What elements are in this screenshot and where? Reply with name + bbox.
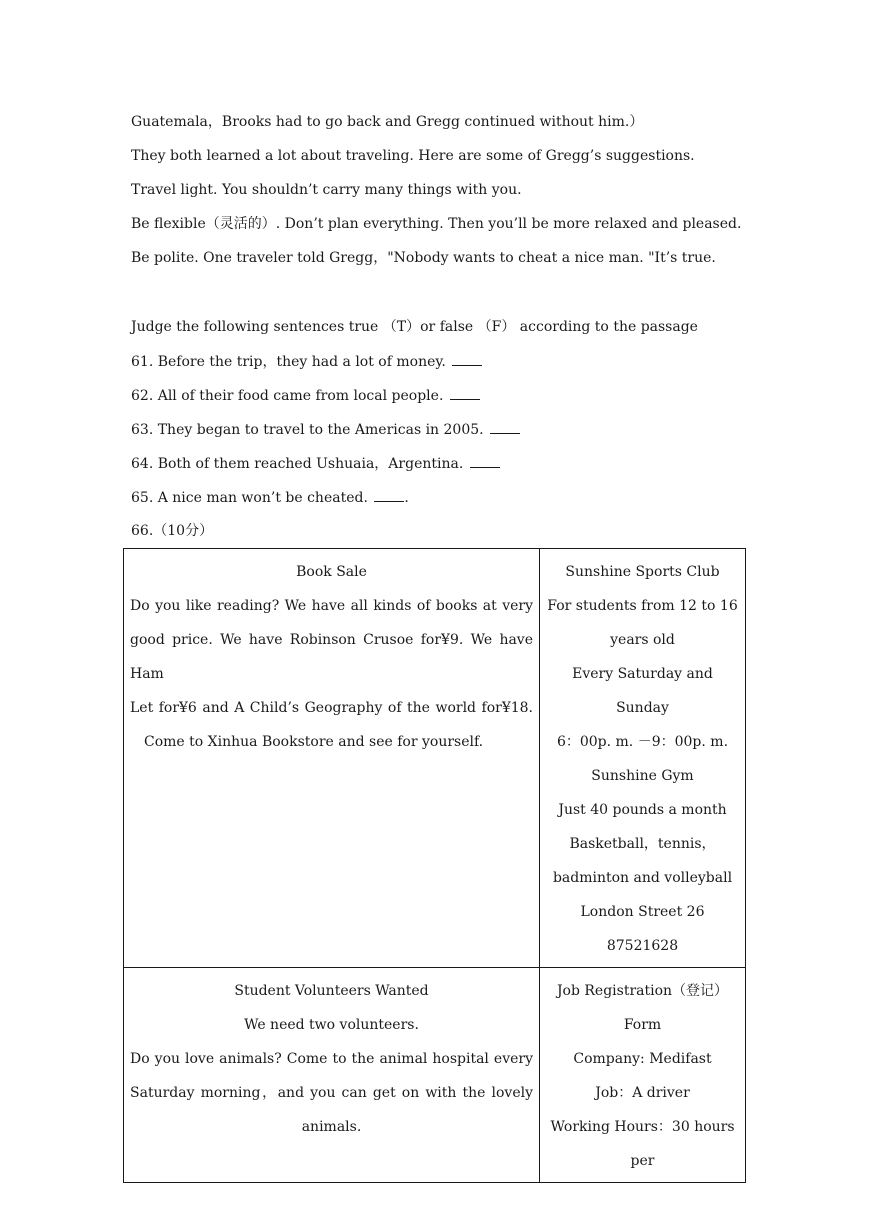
book-sale-line: Come to Xinhua Bookstore and see for yourself.	[144, 734, 484, 750]
job-form-title: Job Registration（登记）	[556, 983, 729, 999]
answer-blank[interactable]	[374, 487, 404, 502]
question-instruction: Judge the following sentences true （T）or false （F） according to the passage	[131, 319, 698, 335]
question-item	[131, 419, 520, 440]
job-form-line: Working Hours：30 hours per	[550, 1119, 735, 1169]
question-text: 61. Before the trip，they had a lot of money.	[131, 354, 446, 370]
question-item	[131, 385, 480, 406]
question-item	[131, 453, 500, 474]
answer-blank[interactable]	[470, 453, 500, 468]
volunteers-cell	[124, 968, 540, 1183]
sports-club-line: 6：00p. m. －9：00p. m.	[556, 734, 729, 750]
sports-club-line: For students from 12 to 16	[547, 598, 738, 614]
question-text: 64. Both of them reached Ushuaia，Argentina.	[131, 456, 464, 472]
ads-row	[124, 968, 746, 1183]
book-sale-line: Let for¥6 and A Child’s Geography of the world for¥18.	[130, 700, 533, 716]
answer-blank[interactable]	[490, 419, 520, 434]
book-sale-title: Book Sale	[296, 564, 367, 580]
sports-club-line: Basketball，tennis，	[569, 836, 716, 852]
volunteers-line: Do you love animals? Come to the animal hospital every	[130, 1051, 533, 1067]
question-text: 65. A nice man won’t be cheated.	[131, 490, 368, 506]
book-sale-cell	[124, 549, 540, 968]
book-sale-line: good price. We have Robinson Crusoe for¥9. We have Ham	[130, 632, 533, 682]
answer-blank[interactable]	[450, 385, 480, 400]
passage-line: Travel light. You shouldn’t carry many things with you.	[131, 182, 522, 198]
sports-club-title: Sunshine Sports Club	[565, 564, 720, 580]
volunteers-title: Student Volunteers Wanted	[234, 983, 429, 999]
sports-club-line: Sunshine Gym	[591, 768, 694, 784]
question-item	[131, 351, 482, 372]
book-sale-line: Do you like reading? We have all kinds of books at very	[130, 598, 533, 614]
passage-line: Be polite. One traveler told Gregg，"Nobody wants to cheat a nice man. "It’s true.	[131, 250, 716, 266]
question-text: 63. They began to travel to the Americas in 2005.	[131, 422, 484, 438]
sports-club-line: London Street 26	[580, 904, 705, 920]
question-item	[131, 487, 409, 508]
job-form-line: Form	[623, 1017, 662, 1033]
sports-club-cell	[540, 549, 746, 968]
ads-table	[123, 548, 746, 1183]
sports-club-phone: 87521628	[606, 938, 679, 954]
sports-club-line: Every Saturday and Sunday	[572, 666, 713, 716]
job-form-line: Company: Medifast	[573, 1051, 712, 1067]
sports-club-line: years old	[610, 632, 675, 648]
job-form-line: Job：A driver	[595, 1085, 690, 1101]
sports-club-line: badminton and volleyball	[552, 870, 733, 886]
ads-row	[124, 549, 746, 968]
volunteers-line: Saturday morning，and you can get on with the lovely	[130, 1085, 533, 1101]
passage-line: They both learned a lot about traveling. Here are some of Gregg’s suggestions.	[131, 148, 695, 164]
answer-blank[interactable]	[452, 351, 482, 366]
passage-line: Be flexible（灵活的）. Don’t plan everything. Then you’ll be more relaxed and pleased.	[131, 216, 742, 232]
question-text: 62. All of their food came from local people.	[131, 388, 444, 404]
question-suffix: .	[404, 490, 409, 506]
job-form-cell	[540, 968, 746, 1183]
volunteers-line: animals.	[301, 1119, 362, 1135]
volunteers-subtitle: We need two volunteers.	[244, 1017, 419, 1033]
question-66-label: 66.（10分）	[131, 523, 214, 539]
sports-club-line: Just 40 pounds a month	[558, 802, 727, 818]
passage-line: Guatemala，Brooks had to go back and Gregg continued without him.）	[131, 114, 644, 130]
